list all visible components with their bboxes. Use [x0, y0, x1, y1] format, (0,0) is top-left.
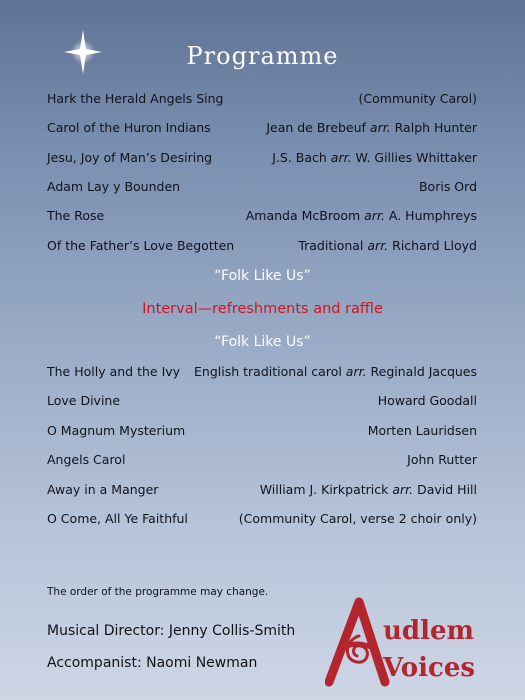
piece-title: Angels Carol: [47, 452, 126, 468]
piece-title: Of the Father’s Love Begotten: [47, 237, 235, 253]
composer-credit: [246, 206, 477, 226]
arranger-abbrev: arr.: [392, 481, 414, 497]
accompanist: Accompanist: Naomi Newman: [47, 655, 258, 671]
programme-row: [47, 118, 477, 138]
credit-text: A. Humphreys: [384, 208, 477, 224]
credit-text: Jean de Brebeuf: [266, 120, 370, 136]
folk-like-us-2: “Folk Like Us”: [214, 334, 311, 350]
piece-title: O Come, All Ye Faithful: [47, 511, 188, 526]
programme-row: [47, 421, 477, 441]
composer-credit: [266, 118, 477, 138]
piece-title: Adam Lay y Bounden: [47, 178, 181, 194]
credit-text: W. Gillies Whittaker: [351, 149, 477, 165]
credit-text: Howard Goodall: [377, 393, 477, 409]
credit-text: J.S. Bach: [272, 149, 331, 165]
programme-row: [47, 148, 477, 168]
programme-row: [47, 89, 477, 109]
musical-director: Musical Director: Jenny Collis-Smith: [47, 623, 296, 639]
credit-text: English traditional carol: [194, 364, 346, 379]
piece-title: Away in a Manger: [47, 481, 159, 497]
credit-text: Richard Lloyd: [388, 237, 477, 253]
piece-title: The Holly and the Ivy: [47, 364, 181, 379]
arranger-abbrev: arr.: [367, 237, 389, 253]
composer-credit: [272, 148, 477, 168]
composer-credit: [298, 236, 477, 256]
credit-text: Reginald Jacques: [366, 364, 477, 379]
piece-title: Love Divine: [47, 393, 121, 409]
programme-row: [47, 480, 477, 500]
arranger-abbrev: arr.: [369, 120, 391, 136]
composer-credit: [239, 509, 477, 529]
logo-word-udlem: udlem: [383, 616, 475, 646]
credit-text: Morten Lauridsen: [367, 422, 477, 438]
composer-credit: [419, 177, 477, 197]
credit-text: William J. Kirkpatrick: [259, 481, 393, 497]
composer-credit: [368, 421, 477, 441]
page-title: Programme: [186, 42, 339, 70]
folk-like-us-1: “Folk Like Us”: [214, 268, 311, 284]
programme-row: [47, 362, 477, 382]
programme-row: [47, 236, 477, 256]
programme-row: [47, 206, 477, 226]
programme-row: [47, 177, 477, 197]
credit-text: Boris Ord: [418, 178, 477, 194]
piece-title: Hark the Herald Angels Sing: [47, 91, 224, 106]
credit-text: Traditional: [298, 237, 368, 253]
piece-title: O Magnum Mysterium: [47, 422, 186, 438]
composer-credit: [407, 450, 477, 470]
composer-credit: [194, 362, 477, 382]
piece-title: Carol of the Huron Indians: [47, 120, 211, 136]
composer-credit: [378, 391, 477, 411]
audlem-voices-logo: [325, 596, 495, 688]
credit-text: (Community Carol): [358, 91, 477, 106]
credit-text: Ralph Hunter: [390, 120, 477, 136]
piece-title: The Rose: [47, 208, 105, 224]
credit-text: Amanda McBroom: [245, 208, 365, 224]
arranger-abbrev: arr.: [330, 149, 352, 165]
arranger-abbrev: arr.: [345, 364, 367, 379]
programme-row: [47, 509, 477, 529]
programme-row: [47, 450, 477, 470]
arranger-abbrev: arr.: [364, 208, 385, 224]
credit-text: David Hill: [413, 481, 477, 497]
credit-text: (Community Carol, verse 2 choir only): [238, 511, 477, 526]
credit-text: John Rutter: [407, 452, 477, 468]
programme-row: [47, 391, 477, 411]
composer-credit: [260, 480, 477, 500]
piece-title: Jesu, Joy of Man’s Desiring: [47, 149, 213, 165]
composer-credit: [359, 89, 477, 109]
order-note: The order of the programme may change.: [47, 586, 269, 598]
logo-word-voices: Voices: [383, 653, 476, 683]
interval-notice: Interval—refreshments and raffle: [142, 301, 383, 317]
